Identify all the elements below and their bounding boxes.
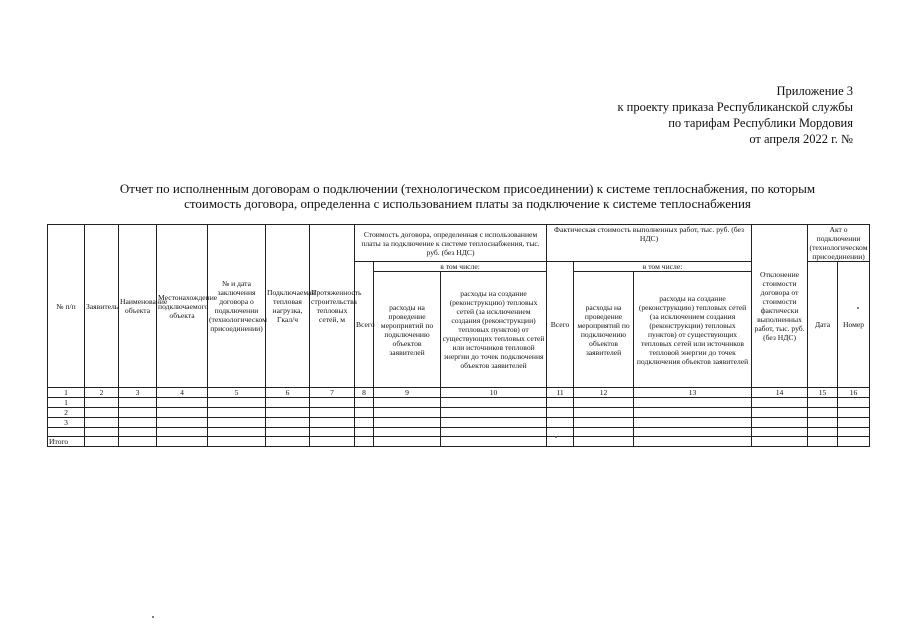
column-number: 9: [374, 388, 441, 398]
row-label: [48, 428, 85, 437]
total-row: [48, 437, 870, 447]
scan-speck: [857, 307, 859, 309]
header-act-number: Номер: [838, 262, 870, 388]
header-contract-networks: расходы на создание (реконструкцию) тепловых сетей (за исключением создания (реконструкции) тепловых пунктов) от существующих тепловых сетей или источников тепловой энергии до точек подключения объектов заявителей: [441, 272, 547, 388]
column-number: 1: [48, 388, 85, 398]
header-object-location: Местонахождение подключаемого объекта: [157, 225, 208, 388]
column-number: 7: [310, 388, 355, 398]
table-row: [48, 418, 870, 428]
header-contract-cost-group: Стоимость договора, определенная с использованием платы за подключение к системе теплоснабжения, тыс. руб. (без НДС): [355, 225, 547, 262]
column-number: 10: [441, 388, 547, 398]
column-number: 8: [355, 388, 374, 398]
appendix-line: Приложение 3: [776, 84, 853, 98]
column-number: 13: [634, 388, 752, 398]
appendix-line: от апреля 2022 г. №: [749, 132, 853, 146]
header-network-length: Протяженность строительства тепловых сетей, м: [310, 225, 355, 388]
header-heat-load: Подключаемая тепловая нагрузка, Гкал/ч: [266, 225, 310, 388]
header-deviation: Отклонение стоимости договора от стоимости фактически выполненных работ, тыс. руб. (без НДС): [752, 225, 808, 388]
column-number: 11: [547, 388, 574, 398]
report-table: [47, 224, 870, 447]
report-title-line: Отчет по исполненным договорам о подключении (технологическом присоединении) к системе теплоснабжения, по которым: [119, 181, 816, 196]
row-label: 3: [48, 418, 85, 428]
header-act-group: Акт о подключении (технологическом присоединении): [808, 225, 870, 262]
header-actual-networks: расходы на создание (реконструкцию) тепловых сетей (за исключением создания (реконструкции) тепловых пунктов) от существующих тепловых сетей или источников тепловой энергии до точек подключения объектов заявителей: [634, 272, 752, 388]
header-actual-total: Всего: [547, 262, 574, 388]
column-number: 5: [208, 388, 266, 398]
report-title: [70, 181, 865, 211]
row-label: 2: [48, 408, 85, 418]
column-number: 4: [157, 388, 208, 398]
header-number: № п/п: [48, 225, 85, 388]
header-applicant: Заявитель: [85, 225, 119, 388]
header-actual-measures: расходы на проведение мероприятий по подключению объектов заявителей: [574, 272, 634, 388]
column-number: 6: [266, 388, 310, 398]
row-label: 1: [48, 398, 85, 408]
column-number: 12: [574, 388, 634, 398]
appendix-line: к проекту приказа Республиканской службы: [617, 100, 853, 114]
header-contract-incl: в том числе:: [374, 262, 547, 272]
total-label: Итого: [48, 437, 85, 447]
report-title-line: стоимость договора, определенна с использованием платы за подключение к системе теплоснабжения: [184, 196, 751, 211]
header-actual-incl: в том числе:: [574, 262, 752, 272]
table-row: [48, 408, 870, 418]
scan-speck: [555, 436, 557, 438]
column-number: 14: [752, 388, 808, 398]
table-row: [48, 428, 870, 437]
appendix-line: по тарифам Республики Мордовия: [668, 116, 853, 130]
scan-speck: [152, 616, 154, 618]
header-contract: № и дата заключения договора о подключении (технологическом присоединении): [208, 225, 266, 388]
header-contract-measures: расходы на проведение мероприятий по подключению объектов заявителей: [374, 272, 441, 388]
appendix-block: [617, 83, 853, 147]
header-contract-total: Всего: [355, 262, 374, 388]
column-number: 3: [119, 388, 157, 398]
header-act-date: Дата: [808, 262, 838, 388]
column-number: 2: [85, 388, 119, 398]
table-row: [48, 398, 870, 408]
header-actual-cost-group: Фактическая стоимость выполненных работ, тыс. руб. (без НДС): [547, 225, 752, 262]
header-object-name: Наименование объекта: [119, 225, 157, 388]
column-number-row: [48, 388, 870, 398]
column-number: 16: [838, 388, 870, 398]
column-number: 15: [808, 388, 838, 398]
